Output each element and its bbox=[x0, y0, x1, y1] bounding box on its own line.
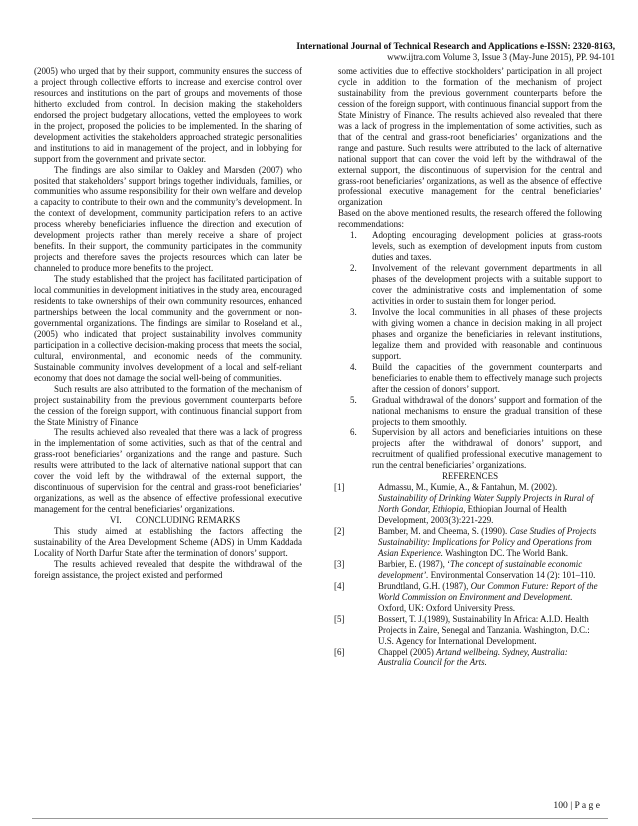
list-item-text: Supervision by all actors and beneficiaries intuitions on these projects after the withdrawal of donors’ support, and recruitment of qualified professional executive management to run the central beneficiaries’ organizations. bbox=[372, 427, 602, 471]
list-item-text: Gradual withdrawal of the donors’ support and formation of the national mechanisms to ensure the gradual transition of these projects to them smoothly. bbox=[372, 394, 602, 427]
list-item bbox=[338, 263, 602, 307]
section-title: CONCLUDING REMARKS bbox=[135, 515, 241, 526]
list-item bbox=[338, 230, 602, 263]
reference-number: [6] bbox=[334, 646, 345, 657]
reference-text: Brundtland, G.H. (1987), bbox=[378, 580, 471, 591]
list-item bbox=[338, 427, 602, 471]
reference-number: [4] bbox=[334, 580, 345, 591]
reference-text: Admassu, M., Kumie, A., & Fantahun, M. (2002). bbox=[378, 482, 558, 493]
reference-number: [5] bbox=[334, 613, 345, 624]
reference-entry bbox=[334, 526, 602, 559]
references-heading: REFERENCES bbox=[441, 471, 499, 482]
reference-entry bbox=[334, 646, 602, 669]
paragraph: The results achieved revealed that despite the withdrawal of the foreign assistance, the project existed and performed bbox=[34, 558, 302, 580]
right-column bbox=[334, 66, 602, 668]
reference-entry bbox=[334, 613, 602, 647]
journal-header-issue: www.ijtra.com Volume 3, Issue 3 (May-June 2015), PP. 94-101 bbox=[387, 52, 615, 62]
reference-title: Artand wellbeing. Sydney, Australia: Australia Council for the Arts. bbox=[378, 646, 568, 668]
paragraph: Such results are also attributed to the formation of the mechanism of project sustainability from the previous government counterparts before the cession of the foreign support, with continuous financial support from the State Ministry of Finance bbox=[34, 383, 302, 427]
list-item-text: Involve the local communities in all phases of these projects with giving women a chance in decision making in all project phases and organize the beneficiaries in relevant institutions, legalize them and provided with reasonable and continuous support. bbox=[372, 306, 602, 361]
list-number: 4. bbox=[350, 361, 357, 372]
list-number: 2. bbox=[350, 263, 357, 274]
recommendations-list bbox=[338, 230, 602, 471]
reference-title: Sustainability of Drinking Water Supply Projects in Rural of North Gondar, Ethiopia, bbox=[378, 493, 594, 515]
reference-entry bbox=[334, 580, 602, 614]
list-item-text: Involvement of the relevant government departments in all phases of the development projects with a suitable support to cover the administrative costs and implementation of some activities in order to sustain them for longer period. bbox=[372, 263, 602, 307]
reference-text: Washington DC. The World Bank. bbox=[443, 547, 568, 558]
reference-number: [3] bbox=[334, 558, 345, 569]
reference-text: Barbier, E. (1987), ‘ bbox=[378, 558, 451, 569]
paragraph: The findings are also similar to Oakley and Marsden (2007) who posited that stakeholders’ support brings together individuals, families, or communities who assume responsibility for their own welfare and develop a capacity to contribute to their own and the community’s development. In the context of development, community participation refers to an active process whereby beneficiaries influence the direction and execution of development projects rather than merely receive a share of project benefits. In their support, the community participates in the community projects and therefore saves the projects resources which can later be channeled to produce more benefits to the project. bbox=[34, 164, 302, 274]
reference-title: Case Studies of Projects Sustainability: Implications for Policy and Operations from Asian Experience. bbox=[378, 526, 597, 558]
section-number: VI. bbox=[109, 515, 122, 526]
list-item bbox=[338, 307, 602, 362]
reference-text: Oxford, UK: Oxford University Press. bbox=[378, 602, 516, 613]
references-list bbox=[334, 482, 602, 668]
section-heading bbox=[34, 515, 302, 526]
reference-text: Bossert, T. J.(1989), Sustainability In Africa: A.I.D. Health Projects in Zaire, Senegal and Tanzania. Washington, D.C.: U.S. Agency for International Development. bbox=[378, 613, 590, 646]
page-number: 100 bbox=[553, 800, 568, 811]
list-number: 6. bbox=[350, 427, 357, 438]
list-item bbox=[338, 395, 602, 428]
journal-header-title: International Journal of Technical Research and Applications e-ISSN: 2320-8163, bbox=[296, 41, 615, 51]
list-item bbox=[338, 362, 602, 395]
left-column bbox=[34, 66, 302, 581]
reference-text: Bamber, M. and Cheema, S. (1990). bbox=[378, 526, 510, 537]
paragraph: The results achieved also revealed that there was a lack of progress in the implementation of some activities, such as that of the central and grass-root beneficiaries’ organizations and the range and pasture. Such results were attributed to the lack of alternative national support that can cover the void left by the withdrawal of the external support, the discontinuous of supervision for the central and grass-root beneficiaries’ organizations, as well as the absence of effective professional executive management for the central beneficiaries’ organizations. bbox=[34, 427, 302, 515]
page-label: | P a g e bbox=[570, 800, 600, 811]
page-footer bbox=[500, 800, 600, 811]
list-item-text: Adopting encouraging development policies at grass-roots levels, such as exemption of development inputs from custom duties and taxes. bbox=[372, 230, 602, 263]
reference-entry bbox=[334, 558, 602, 581]
reference-text: Environmental Conservation 14 (2): 101–110. bbox=[428, 569, 596, 580]
reference-entry bbox=[334, 482, 602, 526]
list-number: 3. bbox=[350, 306, 357, 317]
paragraph: This study aimed at establishing the factors affecting the sustainability of the Area Development Scheme (ADS) in Umm Kaddada Locality of North Darfur State after the termination of donors’ support. bbox=[34, 526, 302, 558]
reference-number: [1] bbox=[334, 482, 345, 493]
reference-text: Chappel (2005) bbox=[378, 646, 437, 657]
reference-number: [2] bbox=[334, 526, 345, 537]
list-number: 1. bbox=[350, 230, 357, 241]
list-number: 5. bbox=[350, 394, 357, 405]
paragraph: Based on the above mentioned results, the research offered the following recommendations: bbox=[338, 208, 602, 230]
reference-title: The concept of sustainable economic development’. bbox=[378, 558, 583, 580]
reference-title: Our Common Future: Report of the World Commission on Environment and Development. bbox=[378, 580, 598, 602]
footer-divider bbox=[32, 818, 608, 819]
paragraph: some activities due to effective stockholders’ participation in all project cycle in addition to the formation of the mechanism of project sustainability from the previous government counterparts before the cession of the foreign support, with continuous financial support from the State Ministry of Finance. The results achieved also revealed that there was a lack of progress in the implementation of some activities, such as that of the central and grass-root beneficiaries’ organizations and the range and pasture. Such results were attributed to the lack of alternative national support that can cover the void left by the withdrawal of the external support, the discontinuous of supervision for the central and grass-root beneficiaries’ organizations, as well as the absence of effective professional executive management for the central beneficiaries’ organization bbox=[338, 66, 602, 208]
paragraph: (2005) who urged that by their support, community ensures the success of a project through collective efforts to increase and exercise control over resources and institutions on the part of groups and movements of those hitherto excluded from control. In decision making the stakeholders endorsed the project budgetary allocations, vetted the employees to work in the project, proposed the policies to be implemented. In the sharing of development activities the stakeholders approached strategic personalities and institutions to aid in management of the project, and in lobbying for support from the government and private sector. bbox=[34, 66, 302, 164]
list-item-text: Build the capacities of the government counterparts and beneficiaries to enable them to effectively manage such projects after the cession of donors’ support. bbox=[372, 361, 602, 394]
reference-text: Ethiopian Journal of Health Development, 2003(3):221-229. bbox=[378, 504, 567, 526]
paragraph: The study established that the project has facilitated participation of local communities in development initiatives in the study area, encouraged residents to take ownerships of their own community resources, enhanced partnerships between the local community and the government or non-governmental organizations. The findings are similar to Roseland et al., (2005) who indicated that project sustainability involves community participation in a collective decision-making process that meets the social, cultural, environmental, and economic needs of the community. Sustainable community involves development of a local and self-reliant economy that does not damage the social well-being of communities. bbox=[34, 274, 302, 383]
